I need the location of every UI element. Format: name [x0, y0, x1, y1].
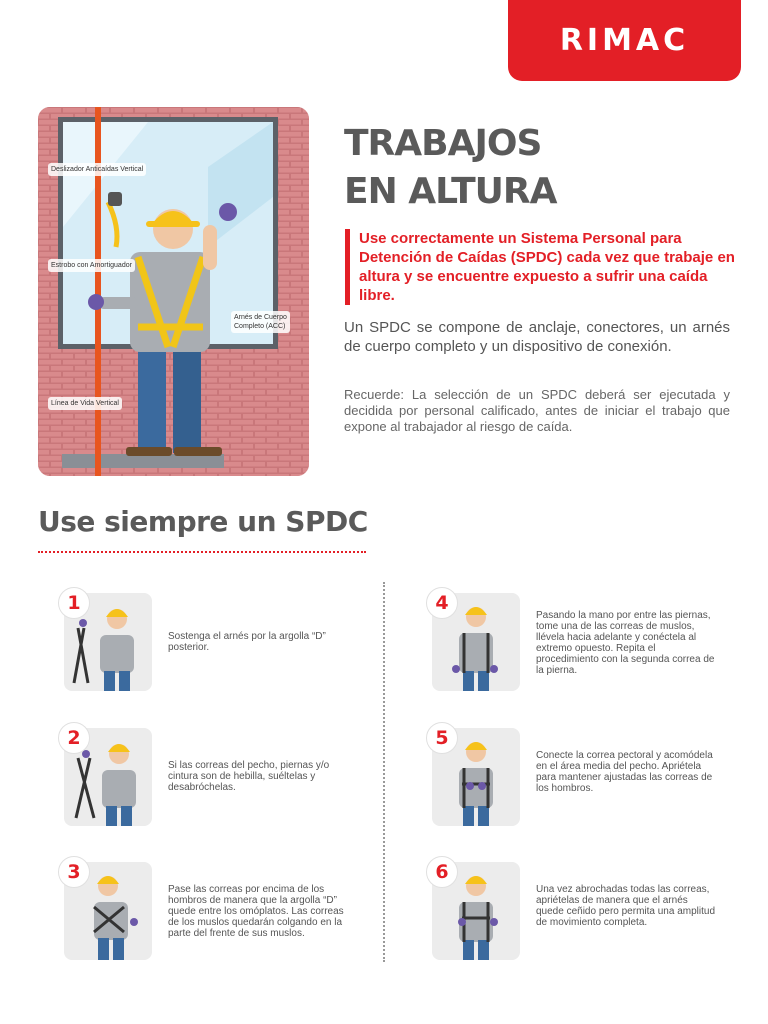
- callout-lanyard: Estrobo con Amortiguador: [48, 259, 135, 272]
- page-title: [344, 120, 556, 216]
- step-5: [432, 728, 762, 828]
- step-3-text: Pase las correas por encima de los hombros de manera que la argolla “D” quede entre los omóplatos. Las correas de los muslos quedarán colgando en la parte del frente de sus muslos.: [168, 884, 344, 939]
- section-title: Use siempre un SPDC: [38, 505, 368, 538]
- page-title-line1: TRABAJOS: [344, 123, 542, 164]
- step-5-number: 5: [426, 722, 458, 754]
- callout-slider: Deslizador Anticaídas Vertical: [48, 163, 146, 176]
- step-2-number: 2: [58, 722, 90, 754]
- section-divider: [38, 551, 366, 553]
- step-1-text: Sostenga el arnés por la argolla “D” posterior.: [168, 631, 326, 653]
- hero-illustration: [38, 107, 309, 476]
- step-3: [64, 862, 394, 962]
- step-2-text: Si las correas del pecho, piernas y/o cintura son de hebilla, suéltelas y desabróchelas.: [168, 760, 330, 793]
- step-1-number: 1: [58, 587, 90, 619]
- step-6-text: Una vez abrochadas todas las correas, apriételas de manera que el arnés quede ceñido pero permita una amplitud de movimiento completa.: [536, 884, 716, 928]
- step-3-number: 3: [58, 856, 90, 888]
- reminder-note: Recuerde: La selección de un SPDC deberá ser ejecutada y decidida por personal calificado, antes de iniciar el trabajo que expone al trabajador al riesgo de caída.: [344, 387, 730, 434]
- intro-paragraph: Un SPDC se compone de anclaje, conectores, un arnés de cuerpo completo y un dispositivo de conexión.: [344, 319, 730, 355]
- callout-harness-line1: Arnés de Cuerpo: [234, 314, 287, 321]
- lead-text: Use correctamente un Sistema Personal para Detención de Caídas (SPDC) cada vez que trabaje en altura y se encuentre expuesto a sufrir una caída libre.: [345, 229, 739, 305]
- step-5-text: Conecte la correa pectoral y acomódela en el área media del pecho. Apriétela para mantener ajustadas las correas de los hombros.: [536, 750, 713, 794]
- step-4: [432, 593, 762, 693]
- step-2: [64, 728, 394, 828]
- step-1: [64, 593, 394, 693]
- step-6-number: 6: [426, 856, 458, 888]
- step-4-text: Pasando la mano por entre las piernas, tome una de las correas de muslos, llévela hacia adelante y conéctela al extremo opuesto. Repita el procedimiento con la segunda correa de la pierna.: [536, 610, 715, 676]
- step-4-number: 4: [426, 587, 458, 619]
- callout-harness-line2: Completo (ACC): [234, 323, 286, 331]
- logo-text: RIMAC: [559, 23, 690, 58]
- step-6: [432, 862, 762, 962]
- callout-harness: [231, 311, 290, 333]
- brand-logo: [508, 0, 741, 81]
- callout-lifeline: Línea de Vida Vertical: [48, 397, 122, 410]
- page-title-line2: EN ALTURA: [344, 171, 557, 212]
